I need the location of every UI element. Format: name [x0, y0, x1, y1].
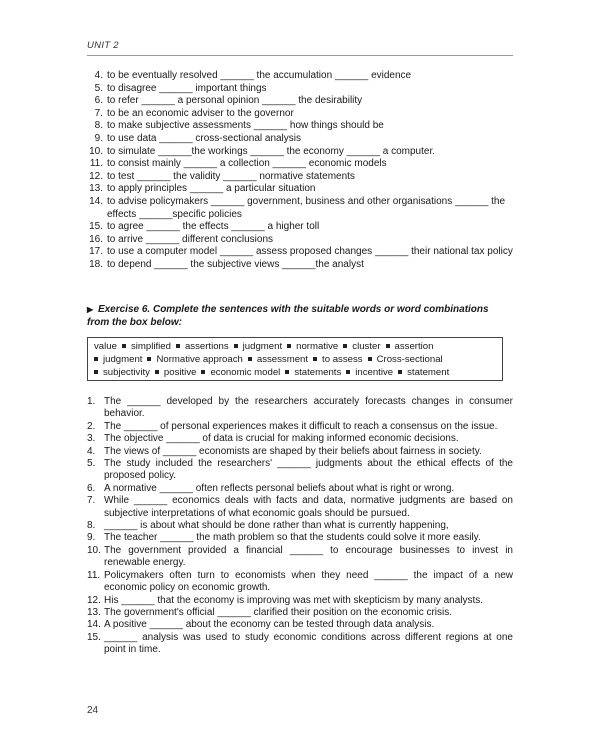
- word-option: judgment: [242, 341, 283, 352]
- item-text: Policymakers often turn to economists when they need ______ the impact of a new economic policy on economic growth.: [104, 569, 513, 594]
- item-text: to apply principles ______ a particular situation: [107, 183, 316, 195]
- item-text: The study included the researchers' ______ judgments about the ethical effects of the proposed policy.: [104, 458, 513, 482]
- word-option: statements: [294, 366, 342, 378]
- item-number: 11.: [87, 569, 101, 581]
- item-number: 6.: [94, 95, 103, 107]
- list-item: [87, 495, 513, 520]
- item-text: to use data ______ cross-sectional analysis: [107, 132, 302, 144]
- item-number: 15.: [87, 631, 101, 643]
- word-option: judgment: [103, 353, 143, 365]
- list-item: [87, 458, 513, 483]
- item-number: 6.: [87, 482, 96, 494]
- item-number: 8.: [94, 120, 103, 132]
- item-text: to agree ______ the effects ______ a higher toll: [107, 221, 320, 233]
- word-option: Cross-sectional: [376, 353, 443, 365]
- item-text: A positive ______ about the economy can be tested through data analysis.: [104, 619, 435, 631]
- list-item: [87, 632, 513, 657]
- item-text: to advise policymakers ______ government, business and other organisations ______ the effects ______specific policies: [107, 195, 506, 220]
- bullet-square-icon: [234, 344, 238, 348]
- word-option: simplified: [130, 341, 171, 352]
- item-text: The government's official ______ clarified their position on the economic crisis.: [104, 606, 453, 618]
- bullet-square-icon: [386, 344, 390, 348]
- list-item: [87, 196, 517, 221]
- item-number: 8.: [87, 520, 96, 532]
- word-option: value: [94, 341, 117, 352]
- item-number: 13.: [87, 606, 101, 618]
- list-item: [87, 183, 517, 196]
- item-text: to be eventually resolved ______ the accumulation ______ evidence: [107, 70, 412, 81]
- item-text: to test ______ the validity ______ normative statements: [107, 170, 355, 182]
- word-option: assertion: [394, 341, 434, 352]
- item-text: The government provided a financial ______ to encourage businesses to invest in renewable energy.: [104, 544, 513, 569]
- item-text: to use a computer model ______ assess proposed changes ______ their national tax policy: [107, 246, 513, 258]
- item-text: to refer ______ a personal opinion ______ the desirability: [107, 95, 363, 107]
- word-option: Normative approach: [156, 353, 243, 365]
- bullet-square-icon: [285, 370, 289, 374]
- list-item: [87, 607, 513, 619]
- item-text: to make subjective assessments ______ how things should be: [107, 120, 384, 132]
- word-option: incentive: [355, 366, 394, 378]
- list-item: [87, 483, 513, 495]
- item-number: 4.: [94, 70, 103, 81]
- list-item: [87, 95, 517, 108]
- list-item: [87, 433, 513, 445]
- list-item: [87, 570, 513, 595]
- word-option: to assess: [322, 353, 363, 365]
- word-option: positive: [163, 366, 197, 378]
- item-number: 15.: [89, 221, 103, 233]
- list-item: [87, 246, 517, 259]
- list-item: [87, 520, 513, 532]
- item-number: 5.: [87, 458, 96, 470]
- item-number: 14.: [89, 195, 103, 207]
- item-text: The teacher ______ the math problem so that the students could solve it more easily.: [104, 532, 481, 544]
- list-item: [87, 108, 517, 121]
- page-number: 24: [87, 705, 99, 716]
- item-text: The ______ of personal experiences makes it difficult to reach a consensus on the issue.: [104, 420, 498, 432]
- item-text: His ______ that the economy is improving was met with skepticism by many analysts.: [104, 594, 484, 606]
- item-number: 5.: [94, 82, 103, 94]
- word-option: cluster: [352, 341, 381, 352]
- item-text: While ______ economics deals with facts and data, normative judgments are based on subjective interpretations of what economic goals should be pursued.: [104, 495, 513, 519]
- list-item: [87, 146, 517, 159]
- phrase-list: [87, 70, 517, 272]
- list-item: [87, 234, 517, 247]
- word-option: assertions: [184, 341, 229, 352]
- item-text: to arrive ______ different conclusions: [107, 233, 274, 245]
- item-number: 3.: [87, 433, 96, 445]
- item-text: to depend ______ the subjective views ______the analyst: [107, 258, 364, 270]
- list-item: [87, 133, 517, 146]
- item-number: 1.: [87, 396, 96, 407]
- item-number: 12.: [87, 594, 101, 606]
- item-number: 7.: [94, 107, 103, 119]
- item-text: A normative ______ often reflects personal beliefs about what is right or wrong.: [104, 482, 455, 494]
- exercise-text: Exercise 6. Complete the sentences with the suitable words or word combinations from the box below:: [87, 304, 489, 328]
- list-item: [87, 70, 517, 83]
- item-text: to simulate ______the workings ______ the economy ______ a computer.: [107, 145, 435, 157]
- item-text: ______ is about what should be done rather than what is currently happening,: [104, 520, 449, 532]
- word-box-line: [94, 354, 496, 367]
- list-item: [87, 259, 517, 272]
- list-item: [87, 396, 513, 421]
- list-item: [87, 421, 513, 433]
- word-box: [87, 337, 503, 381]
- list-item: [87, 532, 513, 544]
- unit-header: UNIT 2: [87, 40, 119, 51]
- list-item: [87, 158, 517, 171]
- item-text: to consist mainly ______ a collection ______ economic models: [107, 158, 387, 170]
- bullet-square-icon: [147, 357, 151, 361]
- triangle-marker-icon: ▶: [87, 305, 94, 314]
- item-number: 2.: [87, 420, 96, 432]
- word-option: assessment: [256, 353, 309, 365]
- item-number: 10.: [87, 544, 101, 556]
- sentence-list: [87, 396, 513, 657]
- word-box-line: [94, 367, 496, 380]
- bullet-square-icon: [94, 357, 98, 361]
- list-item: [87, 446, 513, 458]
- item-number: 9.: [94, 132, 103, 144]
- bullet-square-icon: [122, 344, 126, 348]
- item-number: 13.: [89, 183, 103, 195]
- item-number: 7.: [87, 495, 96, 507]
- item-number: 18.: [89, 258, 103, 270]
- list-item: [87, 221, 517, 234]
- bullet-square-icon: [94, 370, 98, 374]
- header-divider: [87, 55, 513, 56]
- item-number: 4.: [87, 445, 96, 457]
- bullet-square-icon: [346, 370, 350, 374]
- item-number: 17.: [89, 246, 103, 258]
- bullet-square-icon: [287, 344, 291, 348]
- list-item: [87, 83, 517, 96]
- word-option: normative: [296, 341, 339, 352]
- item-number: 11.: [89, 158, 103, 170]
- word-option: subjectivity: [103, 366, 150, 378]
- list-item: [87, 120, 517, 133]
- item-number: 14.: [87, 619, 101, 631]
- word-option: statement: [407, 366, 450, 378]
- bullet-square-icon: [313, 357, 317, 361]
- item-text: ______ analysis was used to study economic conditions across different regions at one point in time.: [104, 631, 513, 656]
- item-number: 12.: [89, 170, 103, 182]
- item-text: to disagree ______ important things: [107, 82, 267, 94]
- item-text: The views of ______ economists are shaped by their beliefs about fairness in society.: [104, 445, 482, 457]
- list-item: [87, 171, 517, 184]
- item-text: The objective ______ of data is crucial for making informed economic decisions.: [104, 433, 459, 445]
- word-box-line: [94, 341, 496, 354]
- list-item: [87, 545, 513, 570]
- item-number: 16.: [89, 233, 103, 245]
- bullet-square-icon: [155, 370, 159, 374]
- item-number: 9.: [87, 532, 96, 544]
- bullet-square-icon: [176, 344, 180, 348]
- word-option: economic model: [210, 366, 281, 378]
- exercise-instruction: [87, 303, 513, 329]
- bullet-square-icon: [343, 344, 347, 348]
- bullet-square-icon: [368, 357, 372, 361]
- bullet-square-icon: [201, 370, 205, 374]
- list-item: [87, 595, 513, 607]
- item-text: The ______ developed by the researchers accurately forecasts changes in consumer behavior.: [104, 396, 513, 420]
- bullet-square-icon: [398, 370, 402, 374]
- item-number: 10.: [89, 145, 103, 157]
- list-item: [87, 619, 513, 631]
- item-text: to be an economic adviser to the governor: [107, 107, 294, 119]
- bullet-square-icon: [248, 357, 252, 361]
